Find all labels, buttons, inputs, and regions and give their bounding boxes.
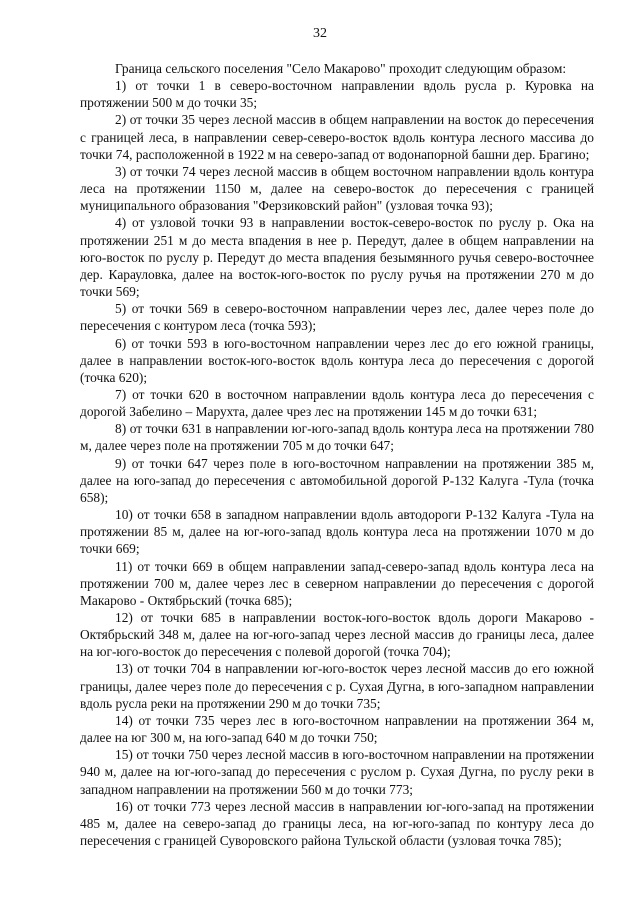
boundary-item-6: 6) от точки 593 в юго-восточном направлении через лес до его южной границы, далее в направлении восток-юго-восток вдоль контура леса до пересечения с дорогой (точка 620); <box>80 335 594 385</box>
boundary-item-12: 12) от точки 685 в направлении восток-юго-восток вдоль дороги Макарово - Октябрьский 348 м, далее на юг-юго-запад через лесной массив до границы леса, далее на юг-юго-восток до пересечения с полевой дорогой (точка 704); <box>80 610 594 660</box>
intro-paragraph: Граница сельского поселения "Село Макарово" проходит следующим образом: <box>115 61 567 76</box>
boundary-description <box>80 60 594 849</box>
boundary-item-4: 4) от узловой точки 93 в направлении восток-северо-восток по руслу р. Ока на протяжении 251 м до места впадения в нее р. Передут, далее в общем направлении на юго-восток по руслу р. Передут до места впадения безымянного ручья северо-восточнее дер. Карауловка, далее на восток-юго-восток по руслу ручья на протяжении 270 м до точки 569; <box>80 215 594 300</box>
boundary-item-11: 11) от точки 669 в общем направлении запад-северо-запад вдоль контура леса на протяжении 700 м, далее через лес в северном направлении до пересечения с дорогой Макарово - Октябрьский (точка 685); <box>80 558 594 608</box>
boundary-item-3: 3) от точки 74 через лесной массив в общем восточном направлении вдоль контура леса на протяжении 1150 м, далее на северо-восток до пересечения с границей муниципального образования "Ферзиковский район" (узловая точка 93); <box>80 163 594 214</box>
boundary-item-13: 13) от точки 704 в направлении юг-юго-восток через лесной массив до его южной границы, далее через поле до пересечения с р. Сухая Дугна, в юго-западном направлении вдоль русла реки на протяжении 290 м до точки 735; <box>80 661 594 711</box>
boundary-item-16: 16) от точки 773 через лесной массив в направлении юг-юго-запад на протяжении 485 м, далее на северо-запад до границы леса, на юг-юго-запад по контуру леса до пересечения с границей Суворовского района Тульской области (узловая точка 785); <box>80 798 594 849</box>
page-number: 32 <box>313 26 327 41</box>
boundary-item-14: 14) от точки 735 через лес в юго-восточном направлении на протяжении 364 м, далее на юг 300 м, на юго-запад 640 м до точки 750; <box>80 712 594 746</box>
boundary-item-10: 10) от точки 658 в западном направлении вдоль автодороги Р-132 Калуга -Тула на протяжении 85 м, далее на юг-юго-запад вдоль контура леса на протяжении 1070 м до точки 669; <box>80 507 594 557</box>
boundary-item-5: 5) от точки 569 в северо-восточном направлении через лес, далее через поле до пересечения с контуром леса (точка 593); <box>80 301 594 334</box>
boundary-item-8: 8) от точки 631 в направлении юг-юго-запад вдоль контура леса на протяжении 780 м, далее через поле на протяжении 705 м до точки 647; <box>80 421 594 454</box>
boundary-item-1: 1) от точки 1 в северо-восточном направлении вдоль русла р. Куровка на протяжении 500 м до точки 35; <box>80 78 594 111</box>
boundary-item-15: 15) от точки 750 через лесной массив в юго-восточном направлении на протяжении 940 м, далее на юг-юго-запад до пересечения с руслом р. Сухая Дугна, по руслу реки в западном направлении на протяжении 560 м до точки 773; <box>80 747 594 797</box>
boundary-item-2: 2) от точки 35 через лесной массив в общем направлении на восток до пересечения с границей леса, в направлении север-северо-восток вдоль контура лесного массива до точки 74, расположенной в 1922 м на северо-запад от водонапорной башни дер. Брагино; <box>80 112 594 162</box>
boundary-item-7: 7) от точки 620 в восточном направлении вдоль контура леса до пересечения с дорогой Забелино – Марухта, далее чрез лес на протяжении 145 м до точки 631; <box>80 386 594 420</box>
boundary-item-9: 9) от точки 647 через поле в юго-восточном направлении на протяжении 385 м, далее на юго-запад до пересечения с автомобильной дорогой Р-132 Калуга -Тула (точка 658); <box>80 455 594 505</box>
